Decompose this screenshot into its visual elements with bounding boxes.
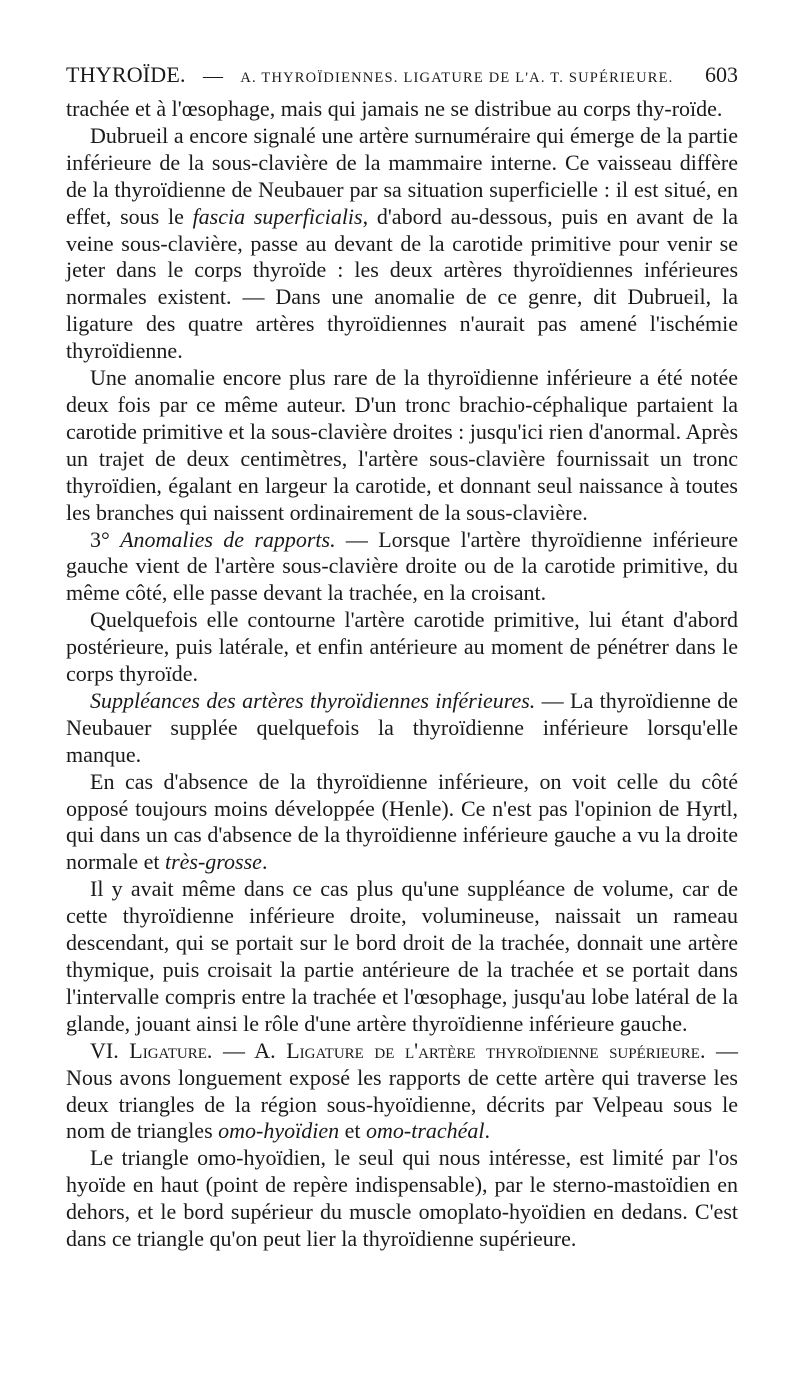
paragraph: [66, 1145, 738, 1253]
paragraph: [66, 1038, 738, 1146]
paragraph: [66, 123, 738, 365]
paragraph: [66, 688, 738, 769]
text-run: 3°: [90, 526, 121, 552]
smallcaps-text: Ligature: [129, 1037, 207, 1063]
header-left: [66, 62, 674, 88]
text-run: trachée et à l'œsophage, mais qui jamais ne se distribue au corps thy-roïde.: [66, 96, 723, 121]
text-run: Quelquefois elle contourne l'artère carotide primitive, lui étant d'abord postérieure, puis latérale, et enfin antérieure au moment de pénétrer dans le corps thyroïde.: [66, 607, 738, 687]
smallcaps-text: Ligature de l'artère thyroïdienne supérieure: [286, 1037, 700, 1063]
text-run: VI.: [90, 1037, 130, 1063]
italic-text: fascia superficialis: [192, 203, 363, 229]
page-number: 603: [705, 62, 738, 87]
body-text: [66, 96, 738, 1253]
italic-text: omo-trachéal: [366, 1118, 485, 1144]
running-header: [66, 62, 738, 92]
italic-text: Anomalies de rapports.: [120, 526, 336, 552]
paragraph: [66, 607, 738, 688]
paragraph: [66, 96, 738, 123]
text-run: Une anomalie encore plus rare de la thyroïdienne inférieure a été notée deux fois par ce même auteur. D'un tronc brachio-céphalique partaient la carotide primitive et la sous-clavière droites : jusqu'ici rien d'anormal. Après un trajet de deux centimètres, l'artère sous-clavière fournissait un tronc thyroïdien, égalant en largeur la carotide, et donnant seul naissance à toutes les branches qui naissent ordinairement de la sous-clavière.: [66, 365, 738, 525]
text-run: . — Nous avons longuement exposé les rapports de cette artère qui traverse les deux triangles de la région sous-hyoïdienne, décrits par Velpeau sous le nom de triangles: [66, 1037, 738, 1144]
text-run: — La thyroïdienne de Neubauer supplée quelquefois la thyroïdienne inférieure lorsqu'elle manque.: [66, 687, 738, 767]
text-run: Dubrueil a encore signalé une artère surnuméraire qui émerge de la partie inférieure de la sous-clavière de la mammaire interne. Ce vaisseau diffère de la thyroïdienne de Neubauer par sa situation superficielle : il est situé, en effet, sous le: [66, 122, 738, 229]
italic-text: Suppléances des artères thyroïdiennes inférieures.: [90, 687, 536, 713]
text-run: .: [261, 849, 268, 875]
paragraph: [66, 769, 738, 877]
text-run: Il y avait même dans ce cas plus qu'une suppléance de volume, car de cette thyroïdienne inférieure droite, volumineuse, naissait un rameau descendant, qui se portait sur le bord droit de la trachée, donnait une artère thymique, puis croisait la partie antérieure de la trachée et se portait dans l'intervalle compris entre la trachée et l'œsophage, jusqu'au lobe latéral de la glande, jouant ainsi le rôle d'une artère thyroïdienne inférieure gauche.: [66, 876, 738, 1036]
header-title: THYROÏDE.: [66, 62, 186, 87]
text-run: — Lorsque l'artère thyroïdienne inférieure gauche vient de l'artère sous-clavière droite ou de la carotide primitive, du même côté, elle passe devant la trachée, en la croisant.: [66, 526, 738, 606]
italic-text: omo-hyoïdien: [218, 1118, 340, 1144]
paragraph: [66, 527, 738, 608]
text-run: et: [339, 1118, 366, 1144]
text-run: , d'abord au-dessous, puis en avant de la veine sous-clavière, passe au devant de la carotide primitive pour venir se jeter dans le corps thyroïde : les deux artères thyroïdiennes inférieures normales existent. — Dans une anomalie de ce genre, dit Dubrueil, la ligature des quatre artères thyroïdiennes n'aurait pas amené l'ischémie thyroïdienne.: [66, 203, 738, 364]
italic-text: très-grosse: [164, 849, 262, 875]
text-run: En cas d'absence de la thyroïdienne inférieure, on voit celle du côté opposé toujours moins développée (Henle). Ce n'est pas l'opinion de Hyrtl, qui dans un cas d'absence de la thyroïdienne inférieure gauche a vu la droite normale et: [66, 768, 738, 875]
text-run: Le triangle omo-hyoïdien, le seul qui nous intéresse, est limité par l'os hyoïde en haut (point de repère indispensable), par le sterno-mastoïdien en dehors, et le bord supérieur du muscle omoplato-hyoïdien en dedans. C'est dans ce triangle qu'on peut lier la thyroïdienne supérieure.: [66, 1145, 738, 1252]
paragraph: [66, 876, 738, 1037]
text-run: .: [484, 1118, 491, 1144]
header-dash: —: [202, 65, 224, 87]
paragraph: [66, 365, 738, 526]
text-run: . — A.: [206, 1037, 287, 1063]
header-subtitle: A. THYROÏDIENNES. LIGATURE DE L'A. T. SUPÉRIEURE.: [240, 70, 674, 86]
